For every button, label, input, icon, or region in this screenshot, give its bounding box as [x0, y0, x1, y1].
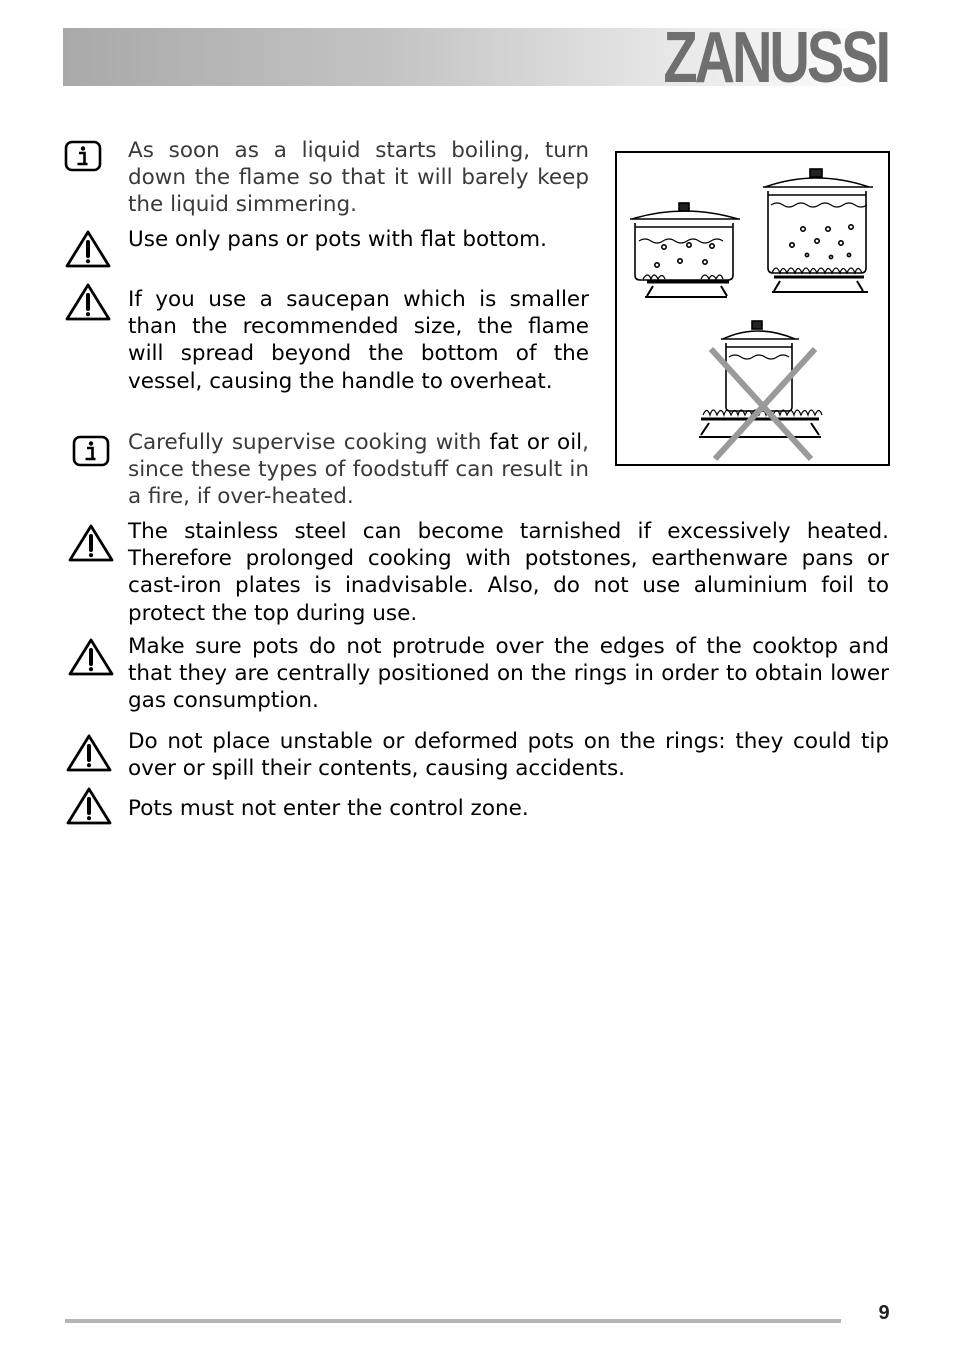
info-note-boiling [128, 137, 589, 219]
pots-on-burners-illustration [617, 153, 888, 464]
brand-logo: ZANUSSI [663, 18, 888, 98]
warning-unstable-pots [128, 728, 889, 782]
warning-icon [67, 637, 115, 677]
warning-text: If you use a saucepan which is smaller than the recommended size, the flame will spread beyond the bottom of the vessel, causing the handle to overheat. [128, 287, 589, 394]
warning-icon [65, 786, 113, 826]
warning-icon [64, 229, 112, 269]
small-pot-wrong [699, 321, 822, 437]
page-number: 9 [878, 1302, 890, 1324]
warning-pot-position [128, 633, 889, 715]
warning-control-zone [128, 795, 889, 822]
warning-text: The stainless steel can become tarnished if excessively heated. Therefore prolonged cooking with potstones, earthenware pans or cast-iron plates is inadvisable. Also, do not use aluminium foil to protect the top during use. [128, 519, 889, 626]
info-icon [64, 140, 102, 172]
warning-icon [65, 733, 113, 773]
small-pot [630, 203, 740, 297]
pots-figure [615, 151, 890, 466]
warning-flat-bottom [128, 226, 589, 253]
warning-stainless-steel [128, 518, 889, 627]
note-text-before: Carefully supervise cooking with [128, 430, 490, 455]
warning-text: Use only pans or pots with flat bottom. [128, 227, 547, 252]
note-text-after: , since these types of foodstuff can result in a fire, if over-heated. [128, 430, 590, 510]
warning-icon [67, 523, 115, 563]
note-text: As soon as a liquid starts boiling, turn down the flame so that it will barely keep the liquid simmering. [128, 138, 589, 218]
warning-text: Make sure pots do not protrude over the edges of the cooktop and that they are centrally positioned on the rings in order to obtain lower gas consumption. [128, 634, 889, 714]
info-note-fat-oil [128, 429, 589, 511]
warning-text: Pots must not enter the control zone. [128, 796, 529, 821]
large-pot [763, 169, 873, 292]
warning-small-saucepan [128, 286, 589, 395]
footer-rule [65, 1319, 841, 1323]
note-text [128, 429, 589, 511]
warning-text: Do not place unstable or deformed pots on the rings: they could tip over or spill their contents, causing accidents. [128, 729, 889, 782]
info-icon [72, 435, 110, 467]
warning-icon [64, 282, 112, 322]
note-text-emphasis: fat or oil [489, 430, 583, 455]
